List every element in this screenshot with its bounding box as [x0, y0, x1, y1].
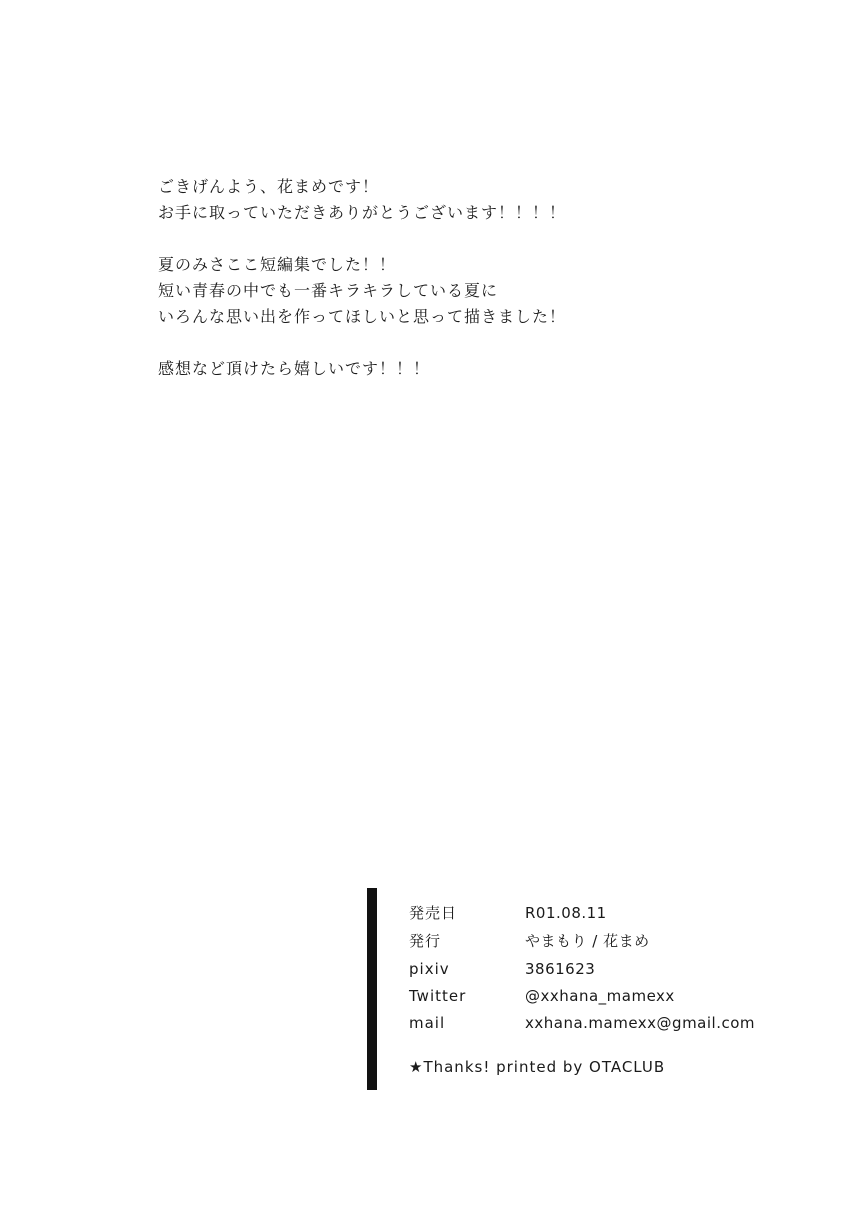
message-line: 感想など頂けたら嬉しいです！！！ — [158, 359, 431, 378]
colophon-value: xxhana.mamexx@gmail.com — [525, 1014, 756, 1032]
colophon-value: R01.08.11 — [525, 904, 607, 922]
colophon-row-release-date — [409, 902, 607, 924]
message-line: ごきげんよう、花まめです！ — [158, 177, 380, 196]
message-line: 短い青春の中でも一番キラキラしている夏に — [158, 281, 499, 300]
colophon-value: やまもり / 花まめ — [525, 932, 650, 950]
colophon-row-pixiv — [409, 958, 595, 980]
colophon-label: Twitter — [409, 987, 467, 1005]
message-line: お手に取っていただきありがとうございます！！！！ — [158, 203, 567, 222]
colophon-row-twitter — [409, 985, 675, 1007]
message-line: 夏のみさここ短編集でした！！ — [158, 255, 397, 274]
colophon-value: 3861623 — [525, 960, 596, 978]
colophon-label: pixiv — [409, 960, 450, 978]
afterword-message — [158, 174, 818, 382]
colophon-label: 発行 — [409, 932, 442, 950]
colophon-label: mail — [409, 1014, 446, 1032]
colophon-value: @xxhana_mamexx — [525, 987, 675, 1005]
colophon-row-publisher — [409, 930, 650, 952]
paragraph-gap — [158, 226, 818, 252]
colophon-label: 発売日 — [409, 904, 458, 922]
colophon-bar — [367, 888, 377, 1090]
message-line: いろんな思い出を作ってほしいと思って描きました！ — [158, 307, 567, 326]
colophon — [367, 888, 787, 1090]
printer-credit: ★Thanks! printed by OTACLUB — [409, 1058, 666, 1076]
colophon-row-mail — [409, 1012, 755, 1034]
paragraph-gap — [158, 330, 818, 356]
